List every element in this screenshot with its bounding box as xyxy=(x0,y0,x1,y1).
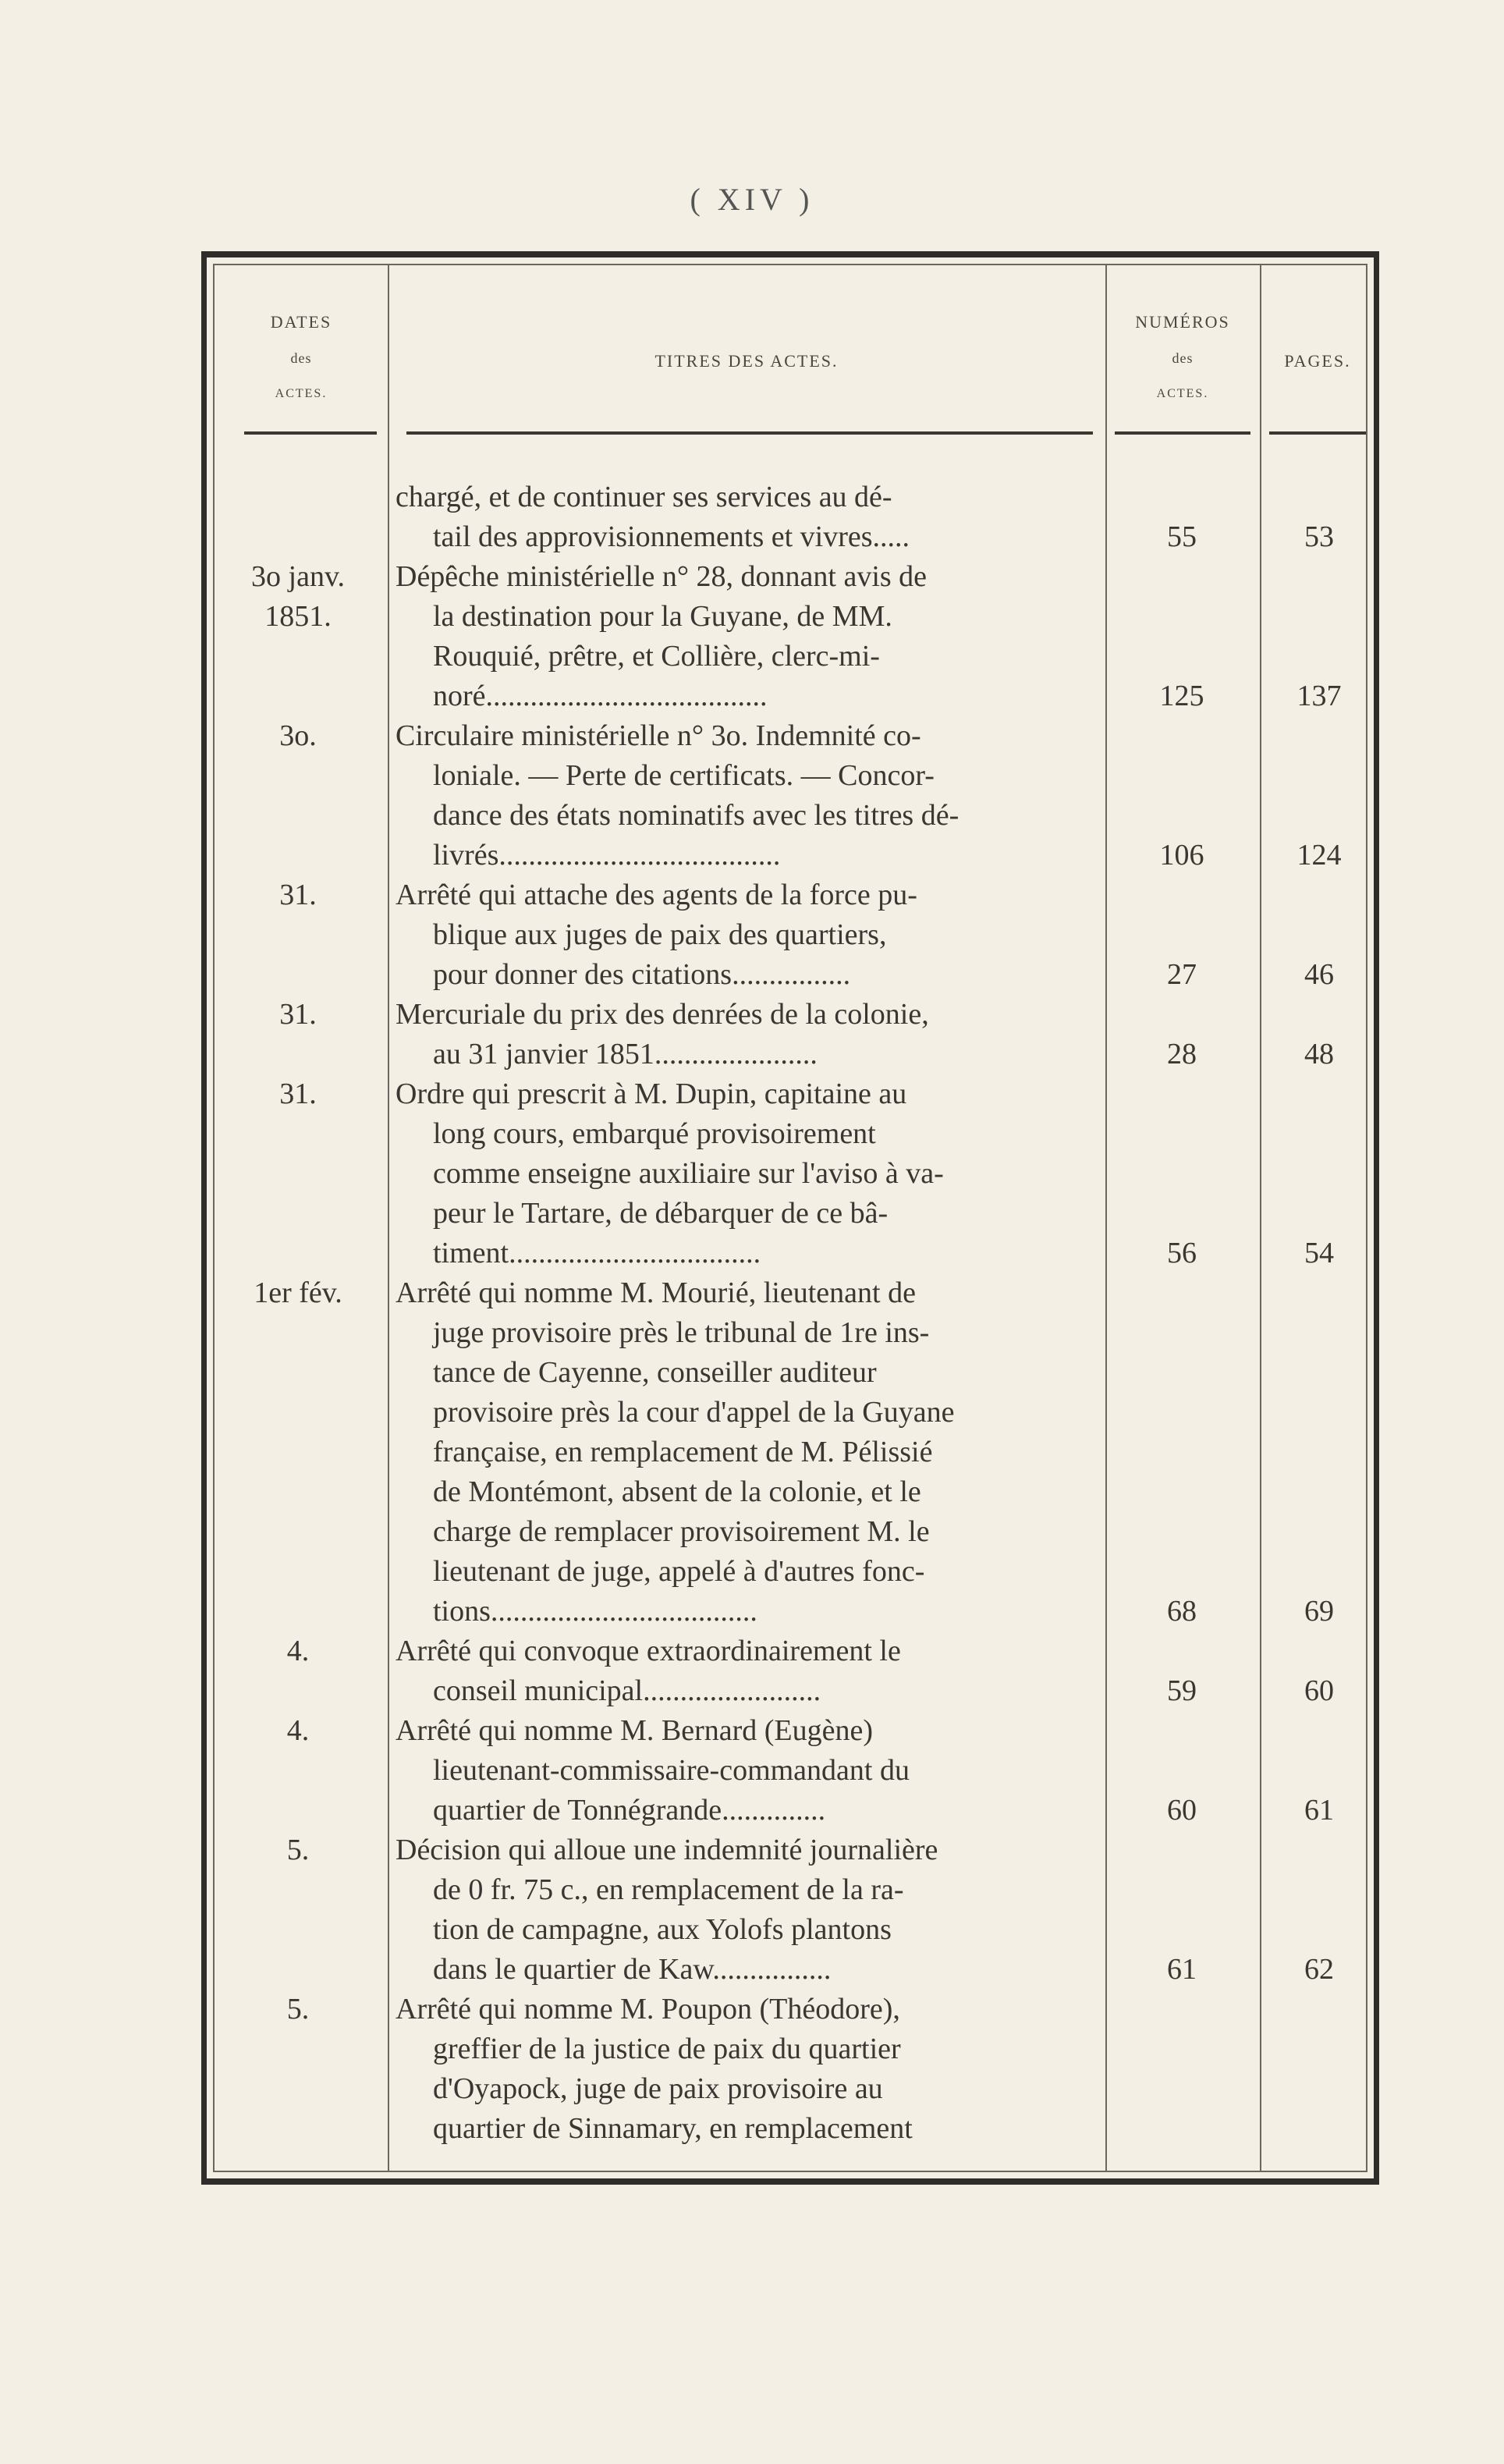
row-page: 62 xyxy=(1304,1953,1334,1986)
row-title-line: d'Oyapock, juge de paix provisoire au xyxy=(433,2072,883,2105)
row-numero: 61 xyxy=(1167,1953,1197,1986)
row-date-line: 3o janv. xyxy=(251,560,345,593)
row-title-line: noré...................................... xyxy=(433,680,768,712)
table-row xyxy=(215,478,1366,557)
row-title-line: pour donner des citations................ xyxy=(433,958,851,991)
row-page: 54 xyxy=(1304,1237,1334,1269)
row-title-line: Mercuriale du prix des denrées de la colonie, xyxy=(396,998,929,1031)
row-numero: 60 xyxy=(1167,1794,1197,1827)
row-title-line: loniale. — Perte de certificats. — Concor- xyxy=(433,759,935,792)
row-title-line: quartier de Sinnamary, en remplacement xyxy=(433,2112,913,2145)
table-inner-border xyxy=(213,264,1367,2172)
row-title-line: long cours, embarqué provisoirement xyxy=(433,1117,876,1150)
row-title xyxy=(396,557,1102,716)
row-title-line: tance de Cayenne, conseiller auditeur xyxy=(433,1356,877,1389)
row-date xyxy=(215,557,381,637)
row-title xyxy=(396,1711,1102,1830)
row-title xyxy=(396,1273,1102,1631)
row-date: 31. xyxy=(279,879,317,911)
row-date: 3o. xyxy=(279,719,317,752)
row-numero: 55 xyxy=(1167,520,1197,553)
row-title xyxy=(396,1830,1102,1990)
row-date: 31. xyxy=(279,1078,317,1110)
table-row xyxy=(215,1631,1366,1711)
header-pages: PAGES. xyxy=(1284,351,1351,371)
header-numeros-line1: NUMÉROS xyxy=(1135,312,1230,332)
row-page: 53 xyxy=(1304,520,1334,553)
row-title-line: quartier de Tonnégrande.............. xyxy=(433,1794,826,1827)
header-dates-line1: DATES xyxy=(270,312,332,332)
row-title-line: juge provisoire près le tribunal de 1re ins- xyxy=(433,1316,930,1349)
header-titles: TITRES DES ACTES. xyxy=(654,351,839,371)
header-rule xyxy=(406,431,1093,435)
table-row xyxy=(215,1711,1366,1830)
row-page: 61 xyxy=(1304,1794,1334,1827)
row-date: 1er fév. xyxy=(254,1276,342,1309)
row-title-line: Arrêté qui nomme M. Mourié, lieutenant de xyxy=(396,1276,916,1309)
row-numero: 106 xyxy=(1159,839,1204,872)
row-date: 31. xyxy=(279,998,317,1031)
table-row xyxy=(215,995,1366,1074)
row-title-line: dance des états nominatifs avec les titres dé- xyxy=(433,799,960,832)
row-title-line: tail des approvisionnements et vivres..... xyxy=(433,520,910,553)
row-title-line: tion de campagne, aux Yolofs plantons xyxy=(433,1913,892,1946)
row-title-line: Arrêté qui attache des agents de la force pu- xyxy=(396,879,917,911)
row-page: 124 xyxy=(1296,839,1342,872)
row-page: 69 xyxy=(1304,1595,1334,1628)
row-numero: 59 xyxy=(1167,1674,1197,1707)
row-title-line: Circulaire ministérielle n° 3o. Indemnité co- xyxy=(396,719,921,752)
row-title xyxy=(396,478,1102,557)
row-title-line: Arrêté qui nomme M. Poupon (Théodore), xyxy=(396,1993,900,2026)
row-title xyxy=(396,875,1102,995)
table-row xyxy=(215,557,1366,716)
row-numero: 28 xyxy=(1167,1038,1197,1070)
row-page: 137 xyxy=(1296,680,1342,712)
row-title xyxy=(396,1631,1102,1711)
header-numeros xyxy=(1105,304,1260,412)
row-title xyxy=(396,1990,1102,2149)
row-title-line: dans le quartier de Kaw................ xyxy=(433,1953,832,1986)
table-frame xyxy=(201,251,1379,2185)
row-date: 4. xyxy=(286,1635,310,1667)
row-title-line: Décision qui alloue une indemnité journalière xyxy=(396,1834,938,1866)
row-numero: 27 xyxy=(1167,958,1197,991)
row-title-line: au 31 janvier 1851...................... xyxy=(433,1038,818,1070)
header-rule xyxy=(244,431,377,435)
table-row xyxy=(215,1830,1366,1990)
row-date: 5. xyxy=(286,1993,310,2026)
row-title-line: Arrêté qui convoque extraordinairement le xyxy=(396,1635,901,1667)
row-date: 4. xyxy=(286,1714,310,1747)
row-title-line: de 0 fr. 75 c., en remplacement de la ra- xyxy=(433,1873,904,1906)
row-page: 48 xyxy=(1304,1038,1334,1070)
row-title-line: blique aux juges de paix des quartiers, xyxy=(433,918,887,951)
row-title-line: conseil municipal........................ xyxy=(433,1674,821,1707)
header-rule xyxy=(1115,431,1250,435)
row-title-line: Dépêche ministérielle n° 28, donnant avis de xyxy=(396,560,928,593)
table-row xyxy=(215,875,1366,995)
row-title xyxy=(396,1074,1102,1273)
row-numero: 56 xyxy=(1167,1237,1197,1269)
table-row xyxy=(215,1273,1366,1631)
row-title-line: provisoire près la cour d'appel de la Guyane xyxy=(433,1396,955,1429)
row-numero: 125 xyxy=(1159,680,1204,712)
row-title-line: peur le Tartare, de débarquer de ce bâ- xyxy=(433,1197,889,1230)
row-numero: 68 xyxy=(1167,1595,1197,1628)
table-row xyxy=(215,1074,1366,1273)
row-title-line: comme enseigne auxiliaire sur l'aviso à va- xyxy=(433,1157,944,1190)
header-numeros-line3: ACTES. xyxy=(1156,387,1209,400)
row-date-line: 1851. xyxy=(264,600,332,633)
row-page: 60 xyxy=(1304,1674,1334,1707)
row-title-line: charge de remplacer provisoirement M. le xyxy=(433,1515,930,1548)
row-title-line: livrés...................................... xyxy=(433,839,781,872)
row-title-line: chargé, et de continuer ses services au dé- xyxy=(396,481,892,513)
row-title-line: Rouquié, prêtre, et Collière, clerc-mi- xyxy=(433,640,880,673)
row-title-line: tions.................................... xyxy=(433,1595,757,1628)
row-title-line: Arrêté qui nomme M. Bernard (Eugène) xyxy=(396,1714,874,1747)
row-title-line: la destination pour la Guyane, de MM. xyxy=(433,600,892,633)
table-row xyxy=(215,716,1366,875)
header-dates-line3: ACTES. xyxy=(275,387,328,400)
header-dates xyxy=(215,304,388,412)
row-date: 5. xyxy=(286,1834,310,1866)
row-title xyxy=(396,716,1102,875)
row-title xyxy=(396,995,1102,1074)
header-dates-line2: des xyxy=(290,350,312,366)
row-title-line: française, en remplacement de M. Pélissié xyxy=(433,1436,933,1468)
row-title-line: lieutenant de juge, appelé à d'autres fonc- xyxy=(433,1555,925,1588)
row-title-line: timent.................................. xyxy=(433,1237,761,1269)
header-numeros-line2: des xyxy=(1172,350,1194,366)
row-title-line: greffier de la justice de paix du quartier xyxy=(433,2033,901,2065)
page-number: ( XIV ) xyxy=(690,182,814,217)
row-title-line: de Montémont, absent de la colonie, et le xyxy=(433,1475,921,1508)
row-title-line: Ordre qui prescrit à M. Dupin, capitaine au xyxy=(396,1078,907,1110)
row-title-line: lieutenant-commissaire-commandant du xyxy=(433,1754,910,1787)
header-rule xyxy=(1269,431,1366,435)
table-row xyxy=(215,1990,1366,2149)
row-page: 46 xyxy=(1304,958,1334,991)
